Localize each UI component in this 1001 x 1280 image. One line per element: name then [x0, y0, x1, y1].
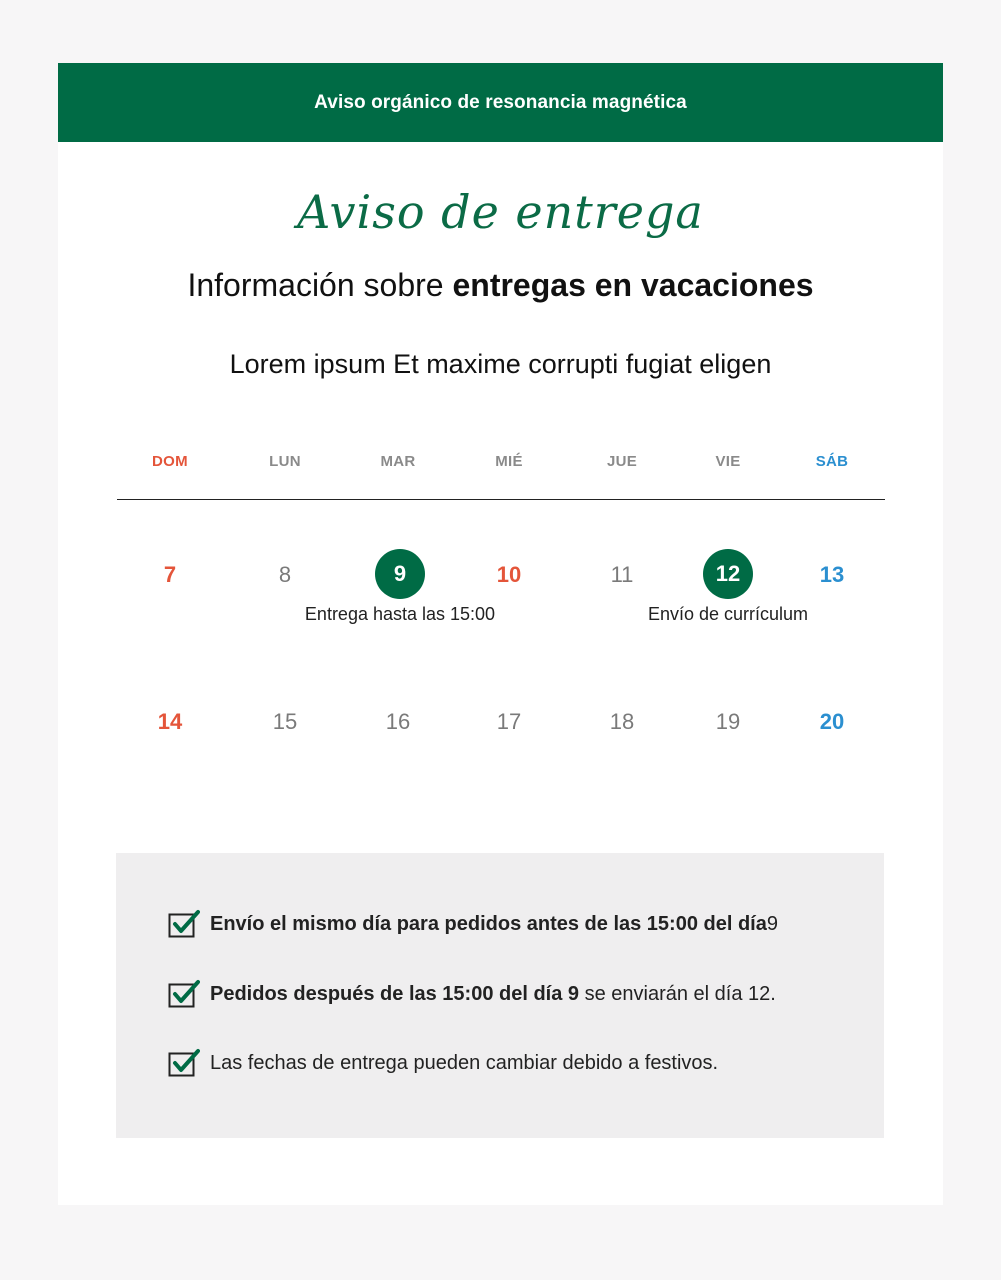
- weekday-sun: DOM: [152, 453, 188, 470]
- day-18: 18: [609, 709, 635, 734]
- info-item-1-regular: 9: [766, 912, 778, 935]
- page-title: [58, 267, 943, 304]
- day-9-highlighted: 9: [375, 549, 425, 599]
- info-box: [116, 853, 884, 1138]
- weekday-sat: SÁB: [815, 453, 849, 470]
- banner-text: Aviso orgánico de resonancia magnética: [314, 91, 687, 113]
- weekday-thu: JUE: [606, 453, 638, 470]
- weekday-tue: MAR: [380, 453, 416, 470]
- subtitle: Lorem ipsum Et maxime corrupti fugiat eligen: [229, 349, 772, 379]
- day-16: 16: [385, 709, 411, 734]
- checkbox-check-icon: [168, 1048, 200, 1078]
- day-11: 11: [610, 562, 634, 587]
- weekday-header-row: [58, 453, 943, 475]
- title-bold: entregas en vacaciones: [452, 267, 814, 303]
- day-8: 8: [278, 562, 292, 587]
- day-14: 14: [157, 709, 183, 734]
- info-item-2: [168, 979, 776, 1009]
- day-7: 7: [163, 562, 177, 587]
- day-19: 19: [715, 709, 741, 734]
- weekday-mon: LUN: [269, 453, 301, 470]
- info-item-3: [168, 1048, 718, 1078]
- info-item-2-regular: se enviarán el día 12.: [579, 982, 776, 1005]
- title-regular: Información sobre: [187, 267, 453, 303]
- day-12-highlighted: 12: [703, 549, 753, 599]
- day-13: 13: [819, 562, 845, 587]
- script-heading: Aviso de entrega: [297, 185, 704, 239]
- weekday-fri: VIE: [715, 453, 741, 470]
- header-banner: [58, 63, 943, 142]
- day-15: 15: [272, 709, 298, 734]
- info-item-1-bold: Envío el mismo día para pedidos antes de las 15:00 del día: [210, 912, 767, 935]
- checkbox-check-icon: [168, 979, 200, 1009]
- info-item-1: [168, 909, 778, 939]
- day-10: 10: [496, 562, 522, 587]
- info-item-2-bold: Pedidos después de las 15:00 del día 9: [210, 982, 580, 1005]
- day-20: 20: [819, 709, 845, 734]
- info-item-3-regular: Las fechas de entrega pueden cambiar debido a festivos.: [210, 1051, 719, 1074]
- day-12-note: Envío de currículum: [647, 604, 809, 624]
- day-17: 17: [496, 709, 522, 734]
- day-9-note: Entrega hasta las 15:00: [304, 604, 496, 624]
- calendar-divider: [117, 499, 885, 500]
- checkbox-check-icon: [168, 909, 200, 939]
- notice-card: [58, 63, 943, 1205]
- weekday-wed: MIÉ: [495, 453, 523, 470]
